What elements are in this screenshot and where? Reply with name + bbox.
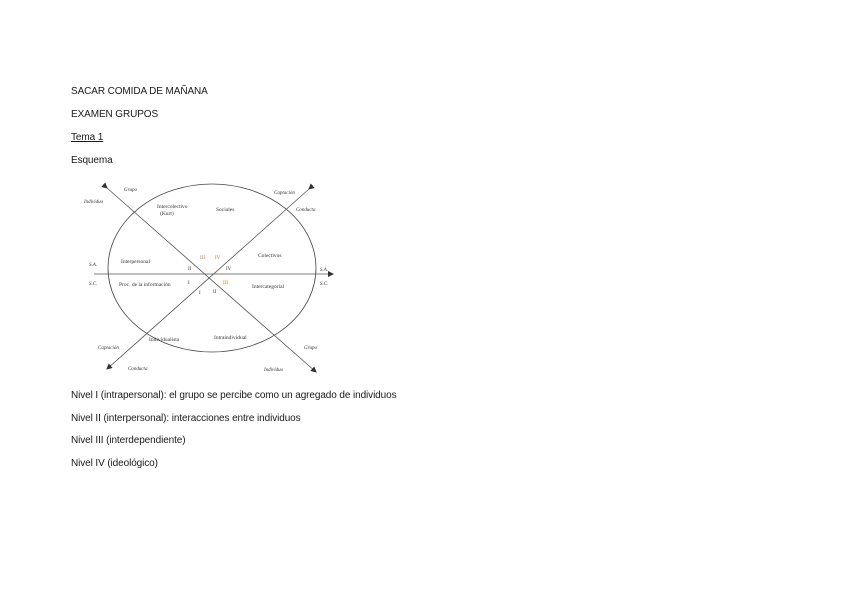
heading-examen-grupos: EXAMEN GRUPOS [71, 109, 159, 120]
label-grupo-br: Grupo [304, 346, 318, 351]
level-num-iv: IV [215, 256, 221, 261]
level-num-ii-left: II [188, 267, 192, 272]
label-individuo-tl: Individuo [84, 200, 104, 205]
quadrant-sociales: Sociales [216, 207, 235, 213]
label-captacion-bl: Captación [98, 346, 119, 351]
quadrant-individualista: Individualista [149, 337, 180, 343]
quadrant-intercolectivo-sub: (Kurt) [160, 211, 174, 217]
diagram-line-tl-br [107, 188, 316, 372]
nivel-iv-text: Nivel IV (ideológico) [71, 458, 158, 469]
nivel-i-text: Nivel I (intrapersonal): el grupo se percibe como un agregado de individuos [71, 390, 397, 401]
level-num-iv-right: IV [226, 267, 232, 272]
heading-sacar-comida: SACAR COMIDA DE MAÑANA [71, 86, 208, 97]
label-conducta-tr: Conducta [296, 208, 316, 213]
label-conducta-bl: Conducta [128, 367, 148, 372]
esquema-diagram [80, 178, 345, 378]
heading-esquema: Esquema [71, 155, 113, 166]
label-sa-right: S.A. [320, 268, 329, 273]
label-sc-right: S.C. [320, 282, 329, 287]
label-grupo-tl: Grupo [124, 188, 138, 193]
label-captacion-tr: Captación [274, 191, 295, 196]
quadrant-intercategorial: Intercategorial [252, 284, 285, 290]
quadrant-proc-informacion: Proc. de la información [119, 282, 171, 288]
level-num-i: I [188, 281, 190, 286]
quadrant-colectivos: Colectivos [258, 253, 282, 259]
label-sa-left: S.A. [89, 263, 98, 268]
quadrant-intraindividual: Intraindividual [214, 335, 247, 341]
level-num-iii-right: III [223, 281, 228, 286]
diagram-ellipse [108, 184, 316, 352]
label-individuo-br: Individuo [264, 368, 284, 373]
diagram-line-tr-bl [107, 189, 309, 369]
quadrant-intercolectivo: Intercolectivo [157, 204, 188, 210]
level-num-iii: III [200, 256, 205, 261]
level-num-ii-bottom: II [213, 290, 217, 295]
quadrant-interpersonal: Interpersonal [121, 259, 151, 265]
nivel-iii-text: Nivel III (interdependiente) [71, 435, 186, 446]
level-num-i-bottom: I [199, 291, 201, 296]
label-sc-left: S.C. [89, 282, 98, 287]
nivel-ii-text: Nivel II (interpersonal): interacciones entre individuos [71, 413, 301, 424]
heading-tema-1: Tema 1 [71, 132, 104, 143]
